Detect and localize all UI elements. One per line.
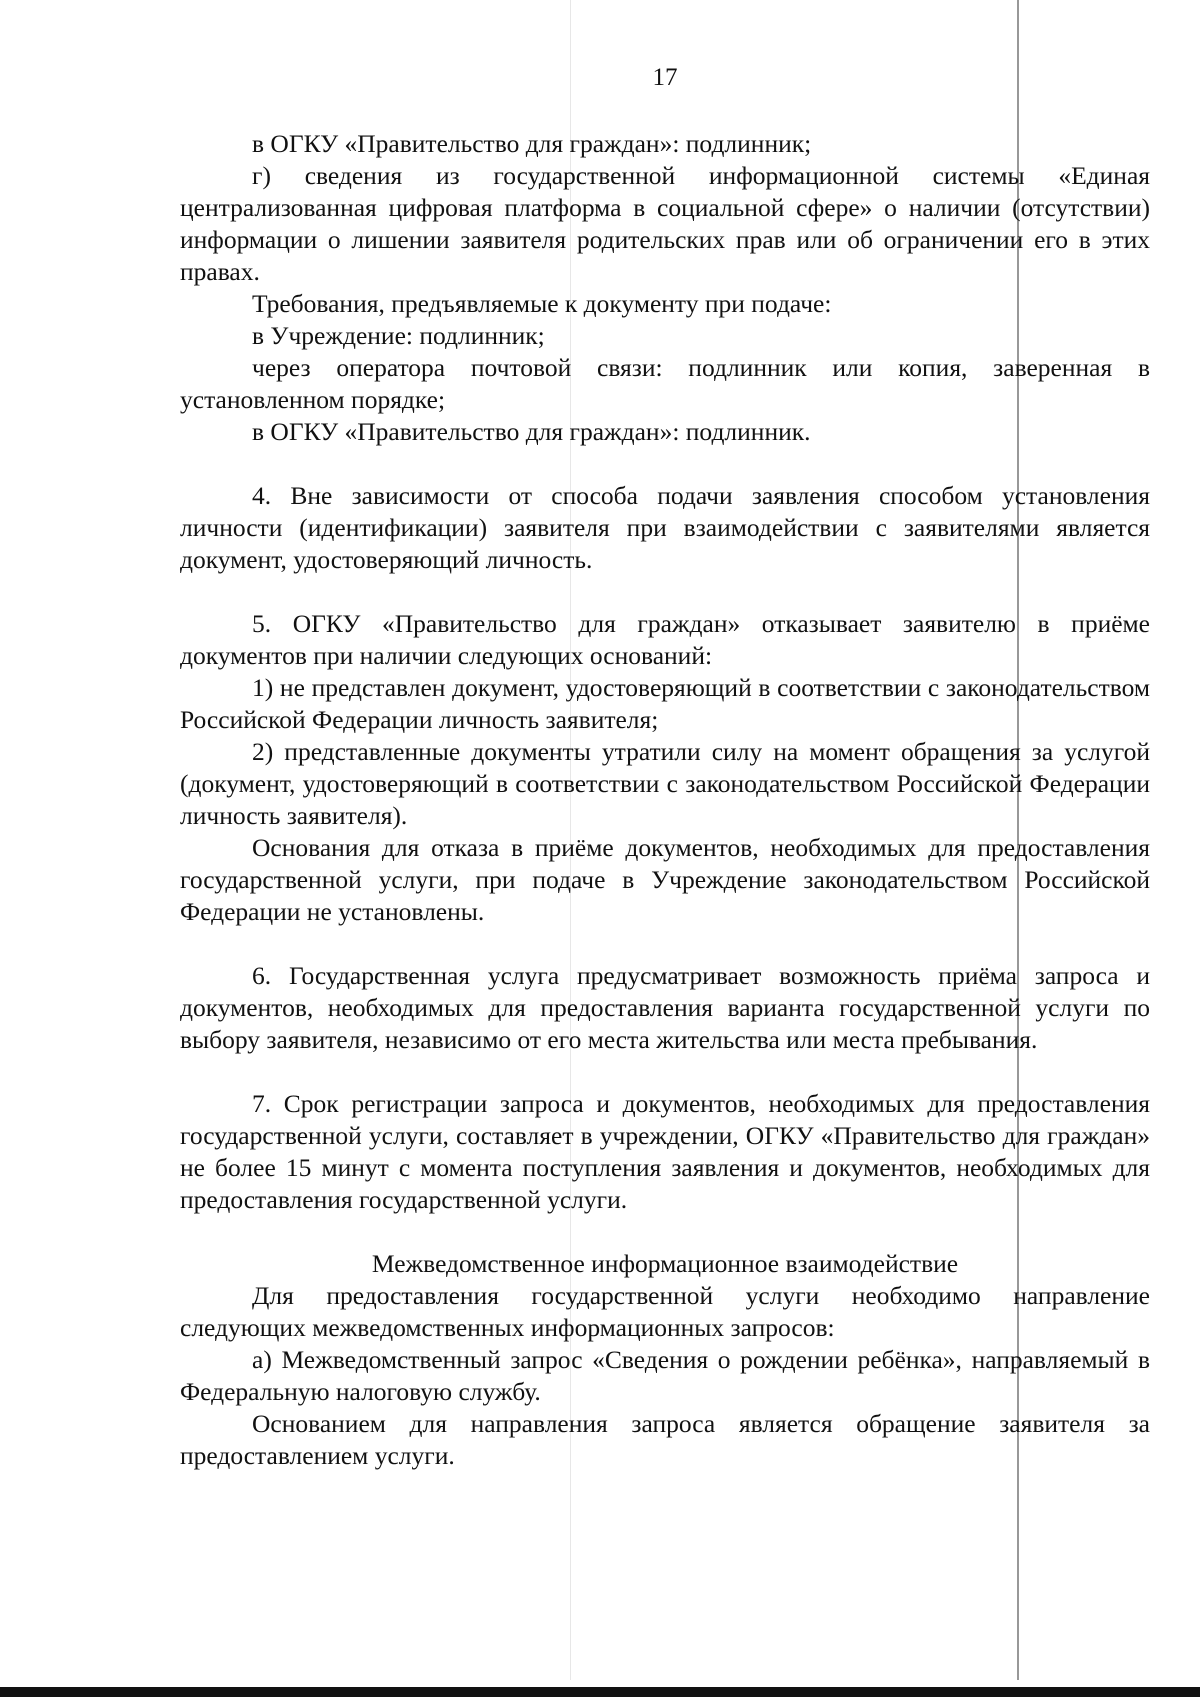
section-4: 4. Вне зависимости от способа подачи заявления способом установления личности (идентификации) заявителя при взаимодействии с заявителями является документ, удостоверяющий личность. [180,481,1150,574]
list-item: а) Межведомственный запрос «Сведения о рождении ребёнка», направляемый в Федеральную налоговую службу. [180,1345,1150,1406]
list-item: 1) не представлен документ, удостоверяющий в соответствии с законодательством Российской Федерации личность заявителя; [180,673,1150,734]
document-body [180,128,1150,1472]
paragraph: через оператора почтовой связи: подлинник или копия, заверенная в установленном порядке; [180,353,1150,414]
section-7: 7. Срок регистрации запроса и документов, необходимых для предоставления государственной услуги, составляет в учреждении, ОГКУ «Правительство для граждан» не более 15 минут с момента поступления заявления и документов, необходимых для предоставления государственной услуги. [180,1089,1150,1214]
paragraph: в ОГКУ «Правительство для граждан»: подлинник; [252,129,812,158]
spacer [180,1056,1150,1088]
section-heading: Межведомственное информационное взаимодействие [371,1249,959,1278]
section-5: 5. ОГКУ «Правительство для граждан» отказывает заявителю в приёме документов при наличии следующих оснований: [180,609,1150,670]
spacer [180,576,1150,608]
list-item: 2) представленные документы утратили силу на момент обращения за услугой (документ, удостоверяющий в соответствии с законодательством Российской Федерации личность заявителя). [180,737,1150,830]
paragraph: г) сведения из государственной информационной системы «Единая централизованная цифровая платформа в социальной сфере» о наличии (отсутствии) информации о лишении заявителя родительских прав или об ограничении его в этих правах. [180,161,1150,286]
paragraph: Основанием для направления запроса является обращение заявителя за предоставлением услуги. [180,1409,1150,1470]
spacer [180,928,1150,960]
paragraph: Для предоставления государственной услуги необходимо направление следующих межведомственных информационных запросов: [180,1281,1150,1342]
scan-artifact-bottom-bar [0,1687,1200,1697]
paragraph: в ОГКУ «Правительство для граждан»: подлинник. [252,417,811,446]
paragraph: в Учреждение: подлинник; [252,321,545,350]
paragraph: Основания для отказа в приёме документов, необходимых для предоставления государственной услуги, при подаче в Учреждение законодательством Российской Федерации не установлены. [180,833,1150,926]
section-6: 6. Государственная услуга предусматривает возможность приёма запроса и документов, необходимых для предоставления варианта государственной услуги по выбору заявителя, независимо от его места жительства или места пребывания. [180,961,1150,1054]
spacer [180,1216,1150,1248]
paragraph: Требования, предъявляемые к документу при подаче: [252,289,832,318]
spacer [180,448,1150,480]
page-number: 17 [652,64,678,91]
